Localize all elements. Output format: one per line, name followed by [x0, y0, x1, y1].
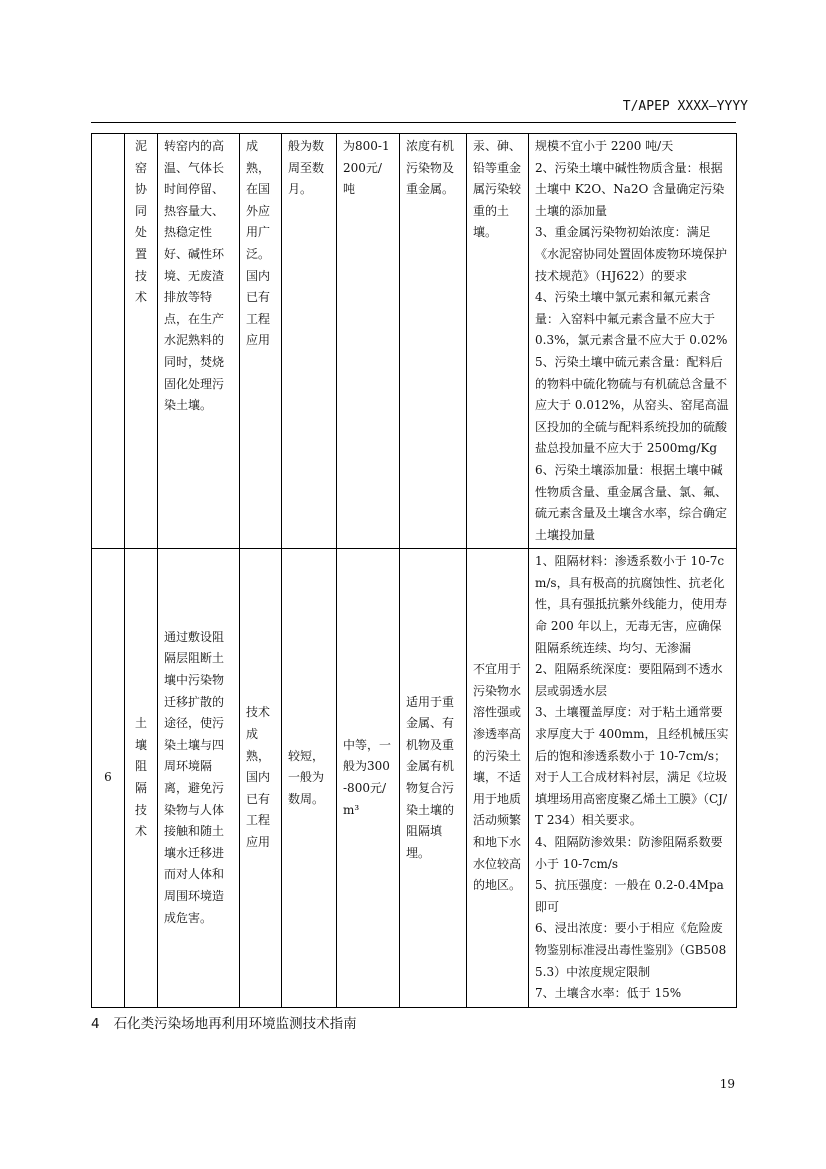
standard-code: T/APEP XXXX—YYYY — [622, 99, 748, 114]
requirement-item: 6、污染土壤添加量：根据土壤中碱性物质含量、重金属含量、氯、氟、硫元素含量及土壤含水率，综合确定土壤投加量 — [535, 462, 728, 542]
not-applicable-cell: 不宜用于污染物水溶性强或渗透率高的污染土壤，不适用于地质活动频繁和地下水水位较高的地区。 — [467, 549, 529, 1007]
principle-cell: 转窑内的高温、气体长时间停留、热容量大、热稳定性好、碱性环境、无废渣排放等特点，在生产水泥熟料的同时，焚烧固化处理污染土壤。 — [158, 134, 240, 549]
section-title: 石化类污染场地再利用环境监测技术指南 — [113, 1016, 357, 1032]
applicable-cell: 浓度有机污染物及重金属。 — [400, 134, 467, 549]
requirement-item: 规模不宜小于 2200 吨/天 — [535, 139, 674, 153]
requirements-cell — [529, 549, 737, 1007]
row-number — [92, 134, 125, 549]
maturity-cell: 技术成熟，国内已有工程应用 — [240, 549, 282, 1007]
requirement-item: 6、浸出浓度：要小于相应《危险废物鉴别标准浸出毒性鉴别》（GB5085.3）中浓度规定限制 — [535, 921, 727, 979]
period-cell: 较短，一般为数周。 — [282, 549, 337, 1007]
table-row — [92, 134, 737, 549]
requirement-item: 5、污染土壤中硫元素含量：配料后的物料中硫化物硫与有机硫总含量不应大于 0.012%，从窑头、窑尾高温区投加的全硫与配料系统投加的硫酸盐总投加量不应大于 2500mg/Kg — [535, 354, 729, 456]
row-number: 6 — [92, 549, 125, 1007]
requirement-item: 2、阻隔系统深度：要阻隔到不透水层或弱透水层 — [535, 662, 723, 698]
requirement-item: 3、重金属污染物初始浓度：满足《水泥窑协同处置固体废物环境保护技术规范》（HJ622）的要求 — [535, 225, 728, 283]
table-row — [92, 549, 737, 1007]
technology-name: 土壤阻隔技术 — [125, 549, 158, 1007]
not-applicable-cell: 汞、砷、铅等重金属污染较重的土壤。 — [467, 134, 529, 549]
principle-cell: 通过敷设阻隔层阻断土壤中污染物迁移扩散的途径，使污染土壤与四周环境隔离，避免污染物与人体接触和随土壤水迁移进而对人体和周围环境造成危害。 — [158, 549, 240, 1007]
technology-name: 泥窑协同处置技术 — [125, 134, 158, 549]
page-number: 19 — [719, 1077, 735, 1091]
applicable-cell: 适用于重金属、有机物及重金属有机物复合污染土壤的阻隔填埋。 — [400, 549, 467, 1007]
requirement-item: 3、土壤覆盖厚度：对于粘土通常要求厚度大于 400mm，且经机械压实后的饱和渗透系数小于 10-7cm/s；对于人工合成材料衬层，满足《垃圾填埋场用高密度聚乙烯土工膜》（CJ/T 234）相关要求。 — [535, 705, 729, 828]
section-heading — [91, 1012, 357, 1032]
requirement-item: 2、污染土壤中碱性物质含量：根据土壤中 K2O、Na2O 含量确定污染土壤的添加量 — [535, 160, 725, 218]
technology-table — [91, 133, 737, 1008]
period-cell: 般为数周至数月。 — [282, 134, 337, 549]
cost-cell: 中等，一般为300-800元/m³ — [337, 549, 400, 1007]
cost-cell: 为800-1200元/吨 — [337, 134, 400, 549]
requirement-item: 4、污染土壤中氯元素和氟元素含量：入窑料中氟元素含量不应大于 0.3%，氯元素含量不应大于 0.02% — [535, 290, 728, 348]
requirement-item: 7、土壤含水率：低于 15% — [535, 986, 682, 1001]
requirement-item: 4、阻隔防渗效果：防渗阻隔系数要小于 10-7cm/s — [535, 835, 723, 871]
section-number: 4 — [91, 1016, 100, 1032]
requirement-item: 1、阻隔材料：渗透系数小于 10-7cm/s，具有极高的抗腐蚀性、抗老化性，具有强抵抗紫外线能力，使用寿命 200 年以上，无毒无害，应确保阻隔系统连续、均匀、无渗漏 — [535, 554, 728, 655]
maturity-cell: 成熟，在国外应用广泛。国内已有工程应用 — [240, 134, 282, 549]
requirements-cell — [529, 134, 737, 549]
header-rule — [91, 122, 736, 123]
requirement-item: 5、抗压强度：一般在 0.2-0.4Mpa 即可 — [535, 878, 724, 914]
